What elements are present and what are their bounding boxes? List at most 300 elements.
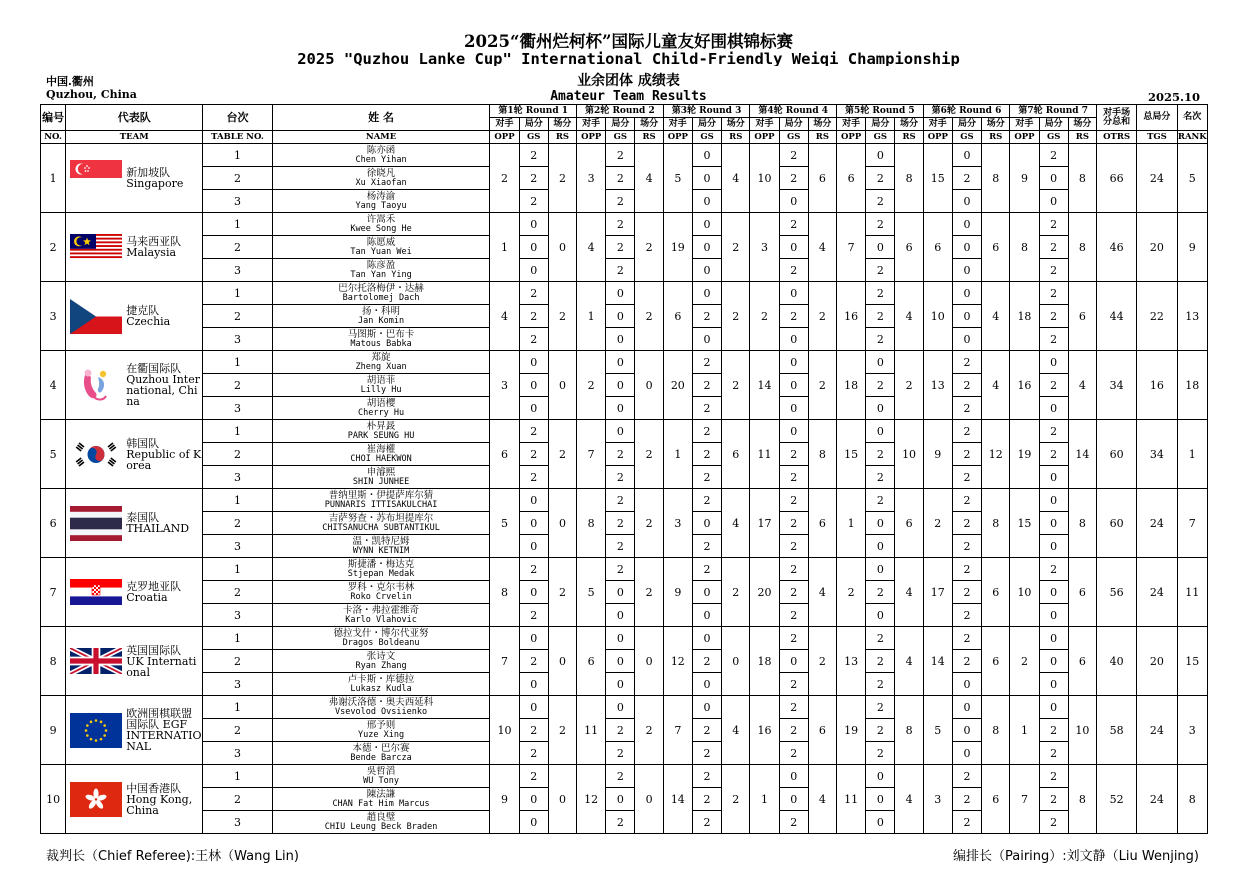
otrs-value: 44	[1096, 282, 1136, 351]
round-score: 4	[722, 144, 750, 213]
rank-value: 7	[1177, 489, 1207, 558]
round-score: 0	[722, 627, 750, 696]
tgs-value: 20	[1137, 627, 1177, 696]
col-gs-en: GS	[692, 131, 721, 144]
player-name-cn: 朴昇晸	[366, 421, 396, 432]
game-score: 2	[606, 443, 635, 466]
game-score: 0	[606, 604, 635, 627]
player-name-en: Stjepan Medak	[347, 568, 415, 579]
game-score: 2	[692, 742, 721, 765]
game-score: 0	[692, 604, 721, 627]
game-score: 2	[952, 788, 981, 811]
game-score: 2	[519, 190, 548, 213]
game-score: 2	[779, 581, 808, 604]
game-score: 2	[519, 167, 548, 190]
opponent-number: 20	[750, 558, 779, 627]
player-name-cn: 杨涛渝	[366, 191, 396, 202]
team-name-en: Republic of Korea	[126, 447, 202, 472]
round-score: 4	[895, 558, 923, 627]
game-score: 0	[779, 351, 808, 374]
tgs-value: 16	[1137, 351, 1177, 420]
opponent-number: 3	[663, 489, 692, 558]
team-number: 8	[41, 627, 66, 696]
table-number: 2	[203, 443, 273, 466]
rank-value: 1	[1177, 420, 1207, 489]
game-score: 0	[519, 627, 548, 650]
opponent-number: 11	[750, 420, 779, 489]
opponent-number: 9	[923, 420, 952, 489]
otrs-value: 60	[1096, 489, 1136, 558]
table-row	[41, 420, 1208, 443]
game-score: 2	[779, 673, 808, 696]
game-score: 0	[952, 213, 981, 236]
round-score: 4	[808, 213, 836, 282]
round-score: 6	[808, 489, 836, 558]
game-score: 0	[1039, 627, 1068, 650]
round-score: 4	[1068, 351, 1096, 420]
round-score: 8	[895, 696, 923, 765]
game-score: 2	[1039, 236, 1068, 259]
table-number: 2	[203, 374, 273, 397]
table-number: 3	[203, 259, 273, 282]
game-score: 2	[866, 282, 895, 305]
game-score: 0	[1039, 581, 1068, 604]
game-score: 0	[779, 374, 808, 397]
opponent-number: 1	[577, 282, 606, 351]
game-score: 2	[866, 466, 895, 489]
game-score: 0	[606, 673, 635, 696]
quzhou-logo	[68, 366, 124, 404]
player-name-cn: 崔海權	[366, 444, 396, 455]
tgs-value: 24	[1137, 696, 1177, 765]
player-name-en: Tan Yan Ying	[350, 269, 412, 280]
table-row	[41, 765, 1208, 788]
malaysia-flag	[68, 228, 124, 266]
game-score: 2	[606, 489, 635, 512]
player-name	[272, 213, 490, 236]
game-score: 0	[1039, 696, 1068, 719]
game-score: 2	[1039, 811, 1068, 834]
player-name-en: Karlo Vlahovic	[345, 614, 417, 625]
game-score: 0	[1039, 512, 1068, 535]
tgs-value: 24	[1137, 489, 1177, 558]
col-gs-cn: 局分	[1039, 118, 1068, 131]
table-number: 2	[203, 236, 273, 259]
player-name	[272, 190, 490, 213]
team-cell	[66, 627, 203, 696]
player-name-cn: 徐晓凡	[366, 168, 396, 179]
round-score: 2	[722, 765, 750, 834]
team-number: 10	[41, 765, 66, 834]
team-name-cn: 捷克队	[126, 304, 160, 317]
game-score: 2	[692, 305, 721, 328]
round-score: 2	[722, 351, 750, 420]
tgs-value: 24	[1137, 765, 1177, 834]
round-score: 4	[722, 489, 750, 558]
player-name-cn: 卡洛・弗拉霍维奇	[343, 605, 420, 616]
table-number: 1	[203, 696, 273, 719]
game-score: 2	[952, 443, 981, 466]
game-score: 0	[866, 811, 895, 834]
col-table-cn: 台次	[203, 105, 273, 131]
opponent-number: 2	[837, 558, 866, 627]
team-number: 9	[41, 696, 66, 765]
table-number: 3	[203, 811, 273, 834]
game-score: 0	[519, 512, 548, 535]
game-score: 0	[779, 236, 808, 259]
player-name-en: CHITSANUCHA SUBTANTIKUL	[322, 522, 440, 533]
round-score: 8	[808, 420, 836, 489]
otrs-value: 60	[1096, 420, 1136, 489]
game-score: 2	[1039, 213, 1068, 236]
round-score: 2	[548, 282, 576, 351]
game-score: 2	[866, 489, 895, 512]
game-score: 0	[519, 236, 548, 259]
opponent-number: 3	[923, 765, 952, 834]
team-name-en: Malaysia	[126, 246, 177, 259]
opponent-number: 18	[837, 351, 866, 420]
round-score: 2	[548, 144, 576, 213]
opponent-number: 4	[577, 213, 606, 282]
pairing-officer: 编排长（Pairing）:刘文静（Liu Wenjing)	[952, 849, 1199, 864]
player-name-cn: 本德・巴尔赛	[352, 743, 410, 754]
game-score: 2	[952, 512, 981, 535]
round-score: 0	[548, 351, 576, 420]
game-score: 0	[606, 650, 635, 673]
opponent-number: 16	[1010, 351, 1039, 420]
game-score: 2	[606, 167, 635, 190]
game-score: 2	[606, 190, 635, 213]
table-row	[41, 696, 1208, 719]
game-score: 0	[692, 627, 721, 650]
player-name	[272, 374, 490, 397]
table-number: 2	[203, 788, 273, 811]
game-score: 2	[692, 374, 721, 397]
team-name-cn: 在衢国际队	[126, 362, 182, 375]
opponent-number: 12	[577, 765, 606, 834]
game-score: 2	[606, 466, 635, 489]
opponent-number: 7	[1010, 765, 1039, 834]
opponent-number: 6	[923, 213, 952, 282]
player-name	[272, 512, 490, 535]
game-score: 0	[692, 167, 721, 190]
opponent-number: 13	[837, 627, 866, 696]
col-gs-en: GS	[952, 131, 981, 144]
round-score: 2	[722, 282, 750, 351]
opponent-number: 2	[750, 282, 779, 351]
game-score: 2	[779, 742, 808, 765]
round-score: 8	[1068, 489, 1096, 558]
col-rs-cn: 场分	[722, 118, 750, 131]
player-name-en: CHOI HAEKWON	[350, 453, 412, 464]
col-table-en: TABLE NO.	[203, 131, 273, 144]
player-name-en: CHAN Fat Him Marcus	[332, 798, 430, 809]
table-number: 3	[203, 604, 273, 627]
otrs-value: 34	[1096, 351, 1136, 420]
opponent-number: 11	[837, 765, 866, 834]
round-header: 第6轮 Round 6	[923, 105, 1010, 118]
subtitle-chinese: 业余团体 成绩表	[577, 73, 680, 89]
game-score: 0	[779, 788, 808, 811]
round-score: 8	[982, 144, 1010, 213]
game-score: 2	[1039, 443, 1068, 466]
table-number: 1	[203, 765, 273, 788]
player-name-en: Roko Crvelin	[350, 591, 412, 602]
table-number: 3	[203, 190, 273, 213]
game-score: 0	[1039, 190, 1068, 213]
game-score: 2	[692, 397, 721, 420]
tgs-value: 24	[1137, 144, 1177, 213]
game-score: 0	[692, 282, 721, 305]
team-name-en: Singapore	[126, 177, 184, 190]
team-name-cn: 新加坡队	[126, 166, 171, 179]
table-number: 1	[203, 627, 273, 650]
table-number: 3	[203, 328, 273, 351]
round-score: 2	[722, 558, 750, 627]
team-name-en: UK International	[126, 654, 197, 679]
game-score: 2	[519, 282, 548, 305]
otrs-value: 66	[1096, 144, 1136, 213]
col-name-cn: 姓 名	[272, 105, 490, 131]
game-score: 2	[606, 719, 635, 742]
col-rs-en: RS	[808, 131, 836, 144]
table-number: 3	[203, 397, 273, 420]
game-score: 0	[1039, 167, 1068, 190]
round-score: 6	[982, 627, 1010, 696]
location-english: Quzhou, China	[46, 88, 137, 101]
team-cell	[66, 351, 203, 420]
player-name	[272, 604, 490, 627]
col-gs-cn: 局分	[606, 118, 635, 131]
game-score: 2	[779, 259, 808, 282]
player-name	[272, 558, 490, 581]
game-score: 2	[779, 811, 808, 834]
col-gs-cn: 局分	[866, 118, 895, 131]
game-score: 0	[866, 144, 895, 167]
game-score: 2	[519, 144, 548, 167]
game-score: 2	[606, 811, 635, 834]
game-score: 0	[519, 581, 548, 604]
round-score: 4	[808, 558, 836, 627]
round-score: 2	[635, 282, 663, 351]
game-score: 0	[606, 581, 635, 604]
game-score: 0	[952, 719, 981, 742]
round-score: 2	[635, 420, 663, 489]
round-score: 2	[722, 213, 750, 282]
round-score: 2	[548, 696, 576, 765]
opponent-number: 6	[577, 627, 606, 696]
opponent-number: 5	[490, 489, 519, 558]
game-score: 2	[606, 765, 635, 788]
game-score: 2	[692, 765, 721, 788]
round-score: 2	[635, 558, 663, 627]
game-score: 2	[779, 144, 808, 167]
team-cell	[66, 420, 203, 489]
game-score: 2	[1039, 420, 1068, 443]
col-opp-cn: 对手	[837, 118, 866, 131]
opponent-number: 3	[750, 213, 779, 282]
game-score: 2	[952, 351, 981, 374]
table-number: 1	[203, 351, 273, 374]
player-name	[272, 811, 490, 834]
game-score: 2	[866, 374, 895, 397]
opponent-number: 15	[1010, 489, 1039, 558]
col-opp-en: OPP	[490, 131, 519, 144]
team-number: 3	[41, 282, 66, 351]
player-name-en: Zheng Xuan	[355, 361, 407, 372]
game-score: 0	[692, 236, 721, 259]
team-name-cn: 泰国队	[126, 511, 160, 524]
col-tgs-cn: 总局分	[1137, 105, 1177, 131]
col-opp-cn: 对手	[923, 118, 952, 131]
player-name	[272, 742, 490, 765]
game-score: 0	[692, 259, 721, 282]
uk-flag	[68, 642, 124, 680]
col-gs-cn: 局分	[519, 118, 548, 131]
player-name-en: Chen Yihan	[355, 154, 407, 165]
game-score: 2	[952, 466, 981, 489]
game-score: 2	[692, 351, 721, 374]
eu-flag	[68, 711, 124, 749]
round-score: 4	[722, 696, 750, 765]
team-cell	[66, 213, 203, 282]
player-name-cn: 郑旋	[371, 352, 391, 363]
player-name-en: Matous Babka	[350, 338, 412, 349]
game-score: 2	[1039, 144, 1068, 167]
game-score: 2	[606, 558, 635, 581]
game-score: 2	[692, 466, 721, 489]
game-score: 0	[692, 512, 721, 535]
opponent-number: 7	[490, 627, 519, 696]
game-score: 2	[779, 512, 808, 535]
game-score: 2	[692, 811, 721, 834]
game-score: 0	[519, 374, 548, 397]
player-name	[272, 443, 490, 466]
player-name	[272, 259, 490, 282]
game-score: 0	[952, 305, 981, 328]
round-score: 0	[548, 765, 576, 834]
game-score: 2	[1039, 788, 1068, 811]
game-score: 0	[1039, 604, 1068, 627]
game-score: 2	[692, 788, 721, 811]
game-score: 2	[779, 489, 808, 512]
otrs-value: 56	[1096, 558, 1136, 627]
player-name-en: PARK SEUNG HU	[347, 430, 415, 441]
player-name-cn: 吉萨努查・苏布坦提库尔	[328, 513, 434, 524]
game-score: 0	[606, 696, 635, 719]
col-otrs-en: OTRS	[1096, 131, 1136, 144]
team-number: 7	[41, 558, 66, 627]
team-number: 2	[41, 213, 66, 282]
game-score: 2	[606, 742, 635, 765]
game-score: 2	[779, 627, 808, 650]
table-number: 3	[203, 742, 273, 765]
player-name-cn: 温・凯特尼姆	[352, 536, 410, 547]
game-score: 2	[606, 236, 635, 259]
otrs-value: 40	[1096, 627, 1136, 696]
round-score: 2	[635, 213, 663, 282]
player-name-cn: 趙良璧	[366, 812, 396, 823]
table-row	[41, 627, 1208, 650]
opponent-number: 14	[923, 627, 952, 696]
round-score: 6	[808, 696, 836, 765]
player-name	[272, 719, 490, 742]
player-name-cn: 普纳里斯・伊提萨库尔猜	[328, 490, 434, 501]
opponent-number: 2	[577, 351, 606, 420]
game-score: 2	[952, 558, 981, 581]
game-score: 2	[606, 213, 635, 236]
game-score: 2	[606, 144, 635, 167]
team-name-cn: 中国香港队	[126, 781, 182, 795]
player-name	[272, 282, 490, 305]
player-name	[272, 535, 490, 558]
table-number: 1	[203, 213, 273, 236]
col-gs-en: GS	[606, 131, 635, 144]
game-score: 0	[779, 190, 808, 213]
game-score: 2	[1039, 765, 1068, 788]
team-cell	[66, 282, 203, 351]
round-score: 2	[635, 489, 663, 558]
opponent-number: 16	[837, 282, 866, 351]
round-score: 0	[548, 489, 576, 558]
team-cell	[66, 489, 203, 558]
opponent-number: 5	[663, 144, 692, 213]
opponent-number: 9	[1010, 144, 1039, 213]
opponent-number: 6	[837, 144, 866, 213]
date: 2025.10	[1148, 90, 1201, 104]
table-number: 1	[203, 558, 273, 581]
opponent-number: 17	[923, 558, 952, 627]
opponent-number: 2	[1010, 627, 1039, 696]
game-score: 2	[1039, 374, 1068, 397]
round-score: 2	[548, 420, 576, 489]
game-score: 2	[866, 305, 895, 328]
opponent-number: 18	[750, 627, 779, 696]
game-score: 2	[692, 719, 721, 742]
col-opp-en: OPP	[923, 131, 952, 144]
table-row	[41, 144, 1208, 167]
col-opp-en: OPP	[577, 131, 606, 144]
col-no-en: NO.	[41, 131, 66, 144]
player-name-en: Ryan Zhang	[355, 660, 407, 671]
player-name	[272, 650, 490, 673]
game-score: 0	[519, 696, 548, 719]
game-score: 2	[519, 765, 548, 788]
game-score: 0	[1039, 650, 1068, 673]
col-rs-en: RS	[722, 131, 750, 144]
player-name	[272, 397, 490, 420]
table-row	[41, 213, 1208, 236]
game-score: 2	[952, 650, 981, 673]
game-score: 2	[779, 213, 808, 236]
game-score: 0	[606, 328, 635, 351]
game-score: 2	[692, 535, 721, 558]
game-score: 0	[779, 328, 808, 351]
player-name	[272, 236, 490, 259]
player-name-cn: 扬・科明	[362, 306, 401, 317]
game-score: 2	[952, 627, 981, 650]
game-score: 2	[866, 213, 895, 236]
player-name	[272, 696, 490, 719]
game-score: 0	[866, 351, 895, 374]
col-gs-en: GS	[1039, 131, 1068, 144]
title-chinese: 2025“衢州烂柯杯”国际儿童友好围棋锦标赛	[464, 32, 793, 51]
opponent-number: 2	[923, 489, 952, 558]
game-score: 2	[1039, 305, 1068, 328]
game-score: 0	[866, 535, 895, 558]
round-score: 10	[1068, 696, 1096, 765]
game-score: 2	[779, 466, 808, 489]
